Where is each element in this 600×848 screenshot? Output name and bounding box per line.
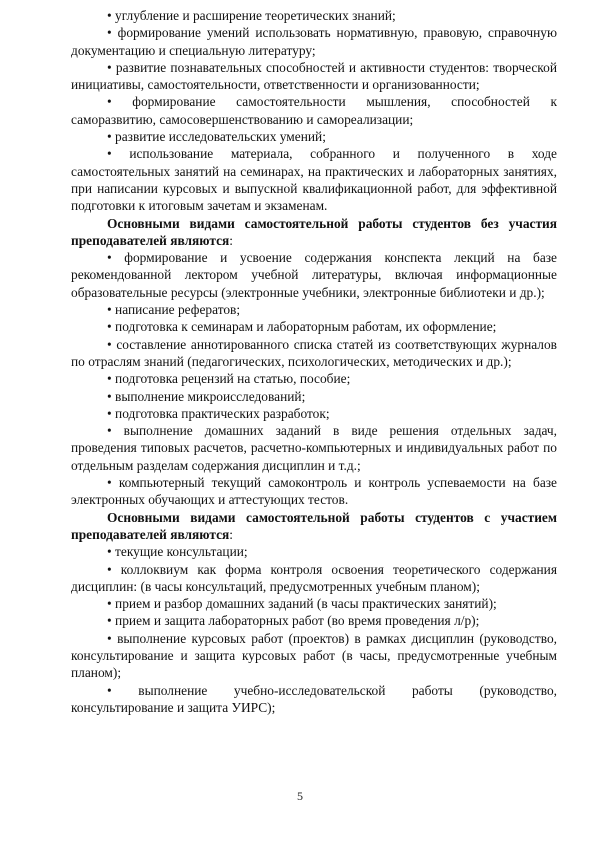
section-heading-without-teachers: Основными видами самостоятельной работы студентов без участия преподавателей являются: (71, 215, 557, 248)
list-item: • коллоквиум как форма контроля освоения теоретического содержания дисциплин: (в часы консультаций, предусмотренных учебным планом); (71, 561, 557, 594)
document-page (71, 7, 557, 716)
list-item: • формирование самостоятельности мышления, способностей к саморазвитию, самосовершенствованию и самореализации; (71, 94, 557, 127)
list-item: • развитие познавательных способностей и активности студентов: творческой инициативы, самостоятельности, ответственности и организованности; (71, 59, 557, 93)
section-heading-with-teachers: Основными видами самостоятельной работы студентов с участием преподавателей являются: (71, 509, 557, 542)
heading-text: Основными видами самостоятельной работы студентов без участия преподавателей являются (71, 215, 557, 248)
list-item: • компьютерный текущий самоконтроль и контроль успеваемости на базе электронных обучающих и аттестующих тестов. (71, 475, 557, 508)
list-item: • выполнение домашних заданий в виде решения отдельных задач, проведения типовых расчетов, расчетно-компьютерных и индивидуальных работ по отдельным разделам содержания дисциплин и т.д.; (71, 423, 557, 473)
list-item: • прием и разбор домашних заданий (в часы практических занятий); (107, 596, 497, 612)
list-item: • подготовка практических разработок; (107, 405, 330, 421)
list-item: • прием и защита лабораторных работ (во время проведения л/р); (107, 613, 480, 629)
list-item: • использование материала, собранного и полученного в ходе самостоятельных занятий на семинарах, на практических и лабораторных занятиях, при написании курсовых и выпускной квалификационной работ, для эффективной подготовки к итоговым зачетам и экзаменам. (71, 146, 557, 214)
page-number: 5 (297, 789, 303, 803)
list-item: • выполнение микроисследований; (107, 388, 306, 404)
list-item: • составление аннотированного списка статей из соответствующих журналов по отраслям знаний (педагогических, психологических, методических и др.); (71, 336, 557, 369)
list-item: • развитие исследовательских умений; (107, 129, 326, 145)
list-item: • выполнение учебно-исследовательской работы (руководство, консультирование и защита УИРС); (71, 682, 557, 715)
list-item: • подготовка к семинарам и лабораторным работам, их оформление; (107, 319, 497, 335)
heading-text: Основными видами самостоятельной работы студентов с участием преподавателей являются (71, 509, 557, 542)
list-item: • формирование умений использовать нормативную, правовую, справочную документацию и специальную литературу; (71, 25, 557, 58)
list-item: • текущие консультации; (107, 544, 248, 560)
list-item: • формирование и усвоение содержания конспекта лекций на базе рекомендованной лектором учебной литературы, включая информационные образовательные ресурсы (электронные учебники, электронные библиотеки и др.); (71, 250, 557, 300)
list-item: • подготовка рецензий на статью, пособие; (107, 371, 351, 387)
list-item: • написание рефератов; (107, 302, 241, 318)
list-item: • выполнение курсовых работ (проектов) в рамках дисциплин (руководство, консультирование и защита курсовых работ (в часы, предусмотренные учебным планом); (71, 630, 557, 681)
list-item: • углубление и расширение теоретических знаний; (107, 8, 396, 23)
